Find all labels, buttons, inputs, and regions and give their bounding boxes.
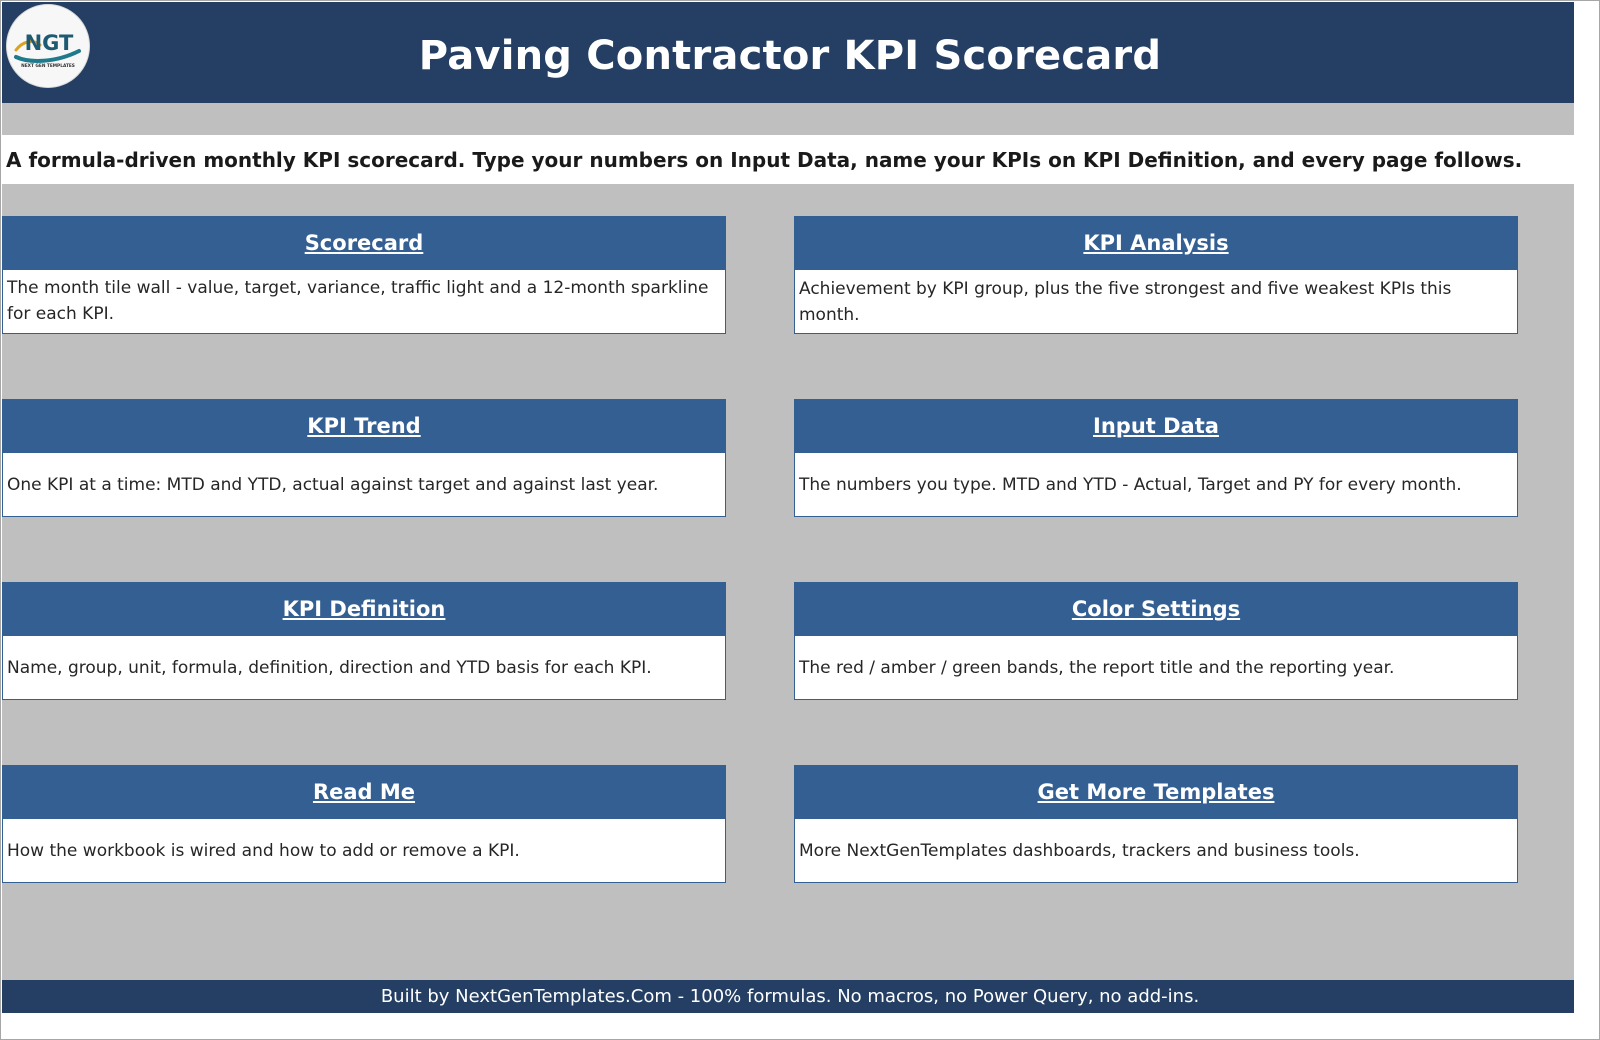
card-scorecard	[2, 216, 726, 334]
footer-text: Built by NextGenTemplates.Com - 100% formulas. No macros, no Power Query, no add-ins.	[380, 986, 1200, 1007]
card-description: More NextGenTemplates dashboards, trackers and business tools.	[799, 840, 1360, 861]
link-get-more-templates[interactable]: Get More Templates	[1037, 780, 1275, 804]
card-body-scorecard	[2, 270, 726, 334]
card-get-more-templates	[794, 765, 1518, 883]
card-header-scorecard[interactable]	[2, 216, 726, 270]
subtitle-band	[2, 135, 1574, 184]
link-color-settings[interactable]: Color Settings	[1071, 597, 1241, 621]
page-title: Paving Contractor KPI Scorecard	[418, 33, 1162, 79]
card-body-kpi-definition	[2, 636, 726, 700]
card-kpi-analysis	[794, 216, 1518, 334]
card-description: The red / amber / green bands, the report title and the reporting year.	[799, 657, 1395, 678]
card-description: Achievement by KPI group, plus the five strongest and five weakest KPIs this month.	[799, 278, 1452, 325]
card-color-settings	[794, 582, 1518, 700]
link-kpi-definition[interactable]: KPI Definition	[282, 597, 446, 621]
card-kpi-definition	[2, 582, 726, 700]
card-description: The numbers you type. MTD and YTD - Actual, Target and PY for every month.	[799, 474, 1462, 495]
header-banner	[2, 2, 1574, 103]
card-body-kpi-trend	[2, 453, 726, 517]
card-header-input-data[interactable]	[794, 399, 1518, 453]
card-body-kpi-analysis	[794, 270, 1518, 334]
card-header-color-settings[interactable]	[794, 582, 1518, 636]
link-scorecard[interactable]: Scorecard	[304, 231, 424, 255]
card-body-read-me	[2, 819, 726, 883]
card-body-input-data	[794, 453, 1518, 517]
card-header-kpi-definition[interactable]	[2, 582, 726, 636]
link-kpi-analysis[interactable]: KPI Analysis	[1083, 231, 1229, 255]
card-body-get-more-templates	[794, 819, 1518, 883]
card-header-read-me[interactable]	[2, 765, 726, 819]
card-body-color-settings	[794, 636, 1518, 700]
card-description: How the workbook is wired and how to add or remove a KPI.	[7, 840, 520, 861]
logo-text: NGT	[24, 31, 74, 55]
card-header-get-more-templates[interactable]	[794, 765, 1518, 819]
link-input-data[interactable]: Input Data	[1093, 414, 1219, 438]
card-description: The month tile wall - value, target, variance, traffic light and a 12-month sparkline for each KPI.	[7, 278, 709, 324]
footer-banner	[2, 980, 1574, 1013]
logo-tagline: NEXT GEN TEMPLATES	[21, 64, 75, 69]
card-description: Name, group, unit, formula, definition, direction and YTD basis for each KPI.	[7, 657, 652, 678]
card-description: One KPI at a time: MTD and YTD, actual against target and against last year.	[7, 474, 659, 495]
link-kpi-trend[interactable]: KPI Trend	[307, 414, 421, 438]
card-kpi-trend	[2, 399, 726, 517]
card-read-me	[2, 765, 726, 883]
page-subtitle: A formula-driven monthly KPI scorecard. Type your numbers on Input Data, name your KPIs on KPI Definition, and every page follows.	[6, 148, 1523, 172]
link-read-me[interactable]: Read Me	[312, 780, 416, 804]
card-header-kpi-analysis[interactable]	[794, 216, 1518, 270]
sheet-right-margin	[1574, 0, 1600, 1040]
card-input-data	[794, 399, 1518, 517]
card-header-kpi-trend[interactable]	[2, 399, 726, 453]
